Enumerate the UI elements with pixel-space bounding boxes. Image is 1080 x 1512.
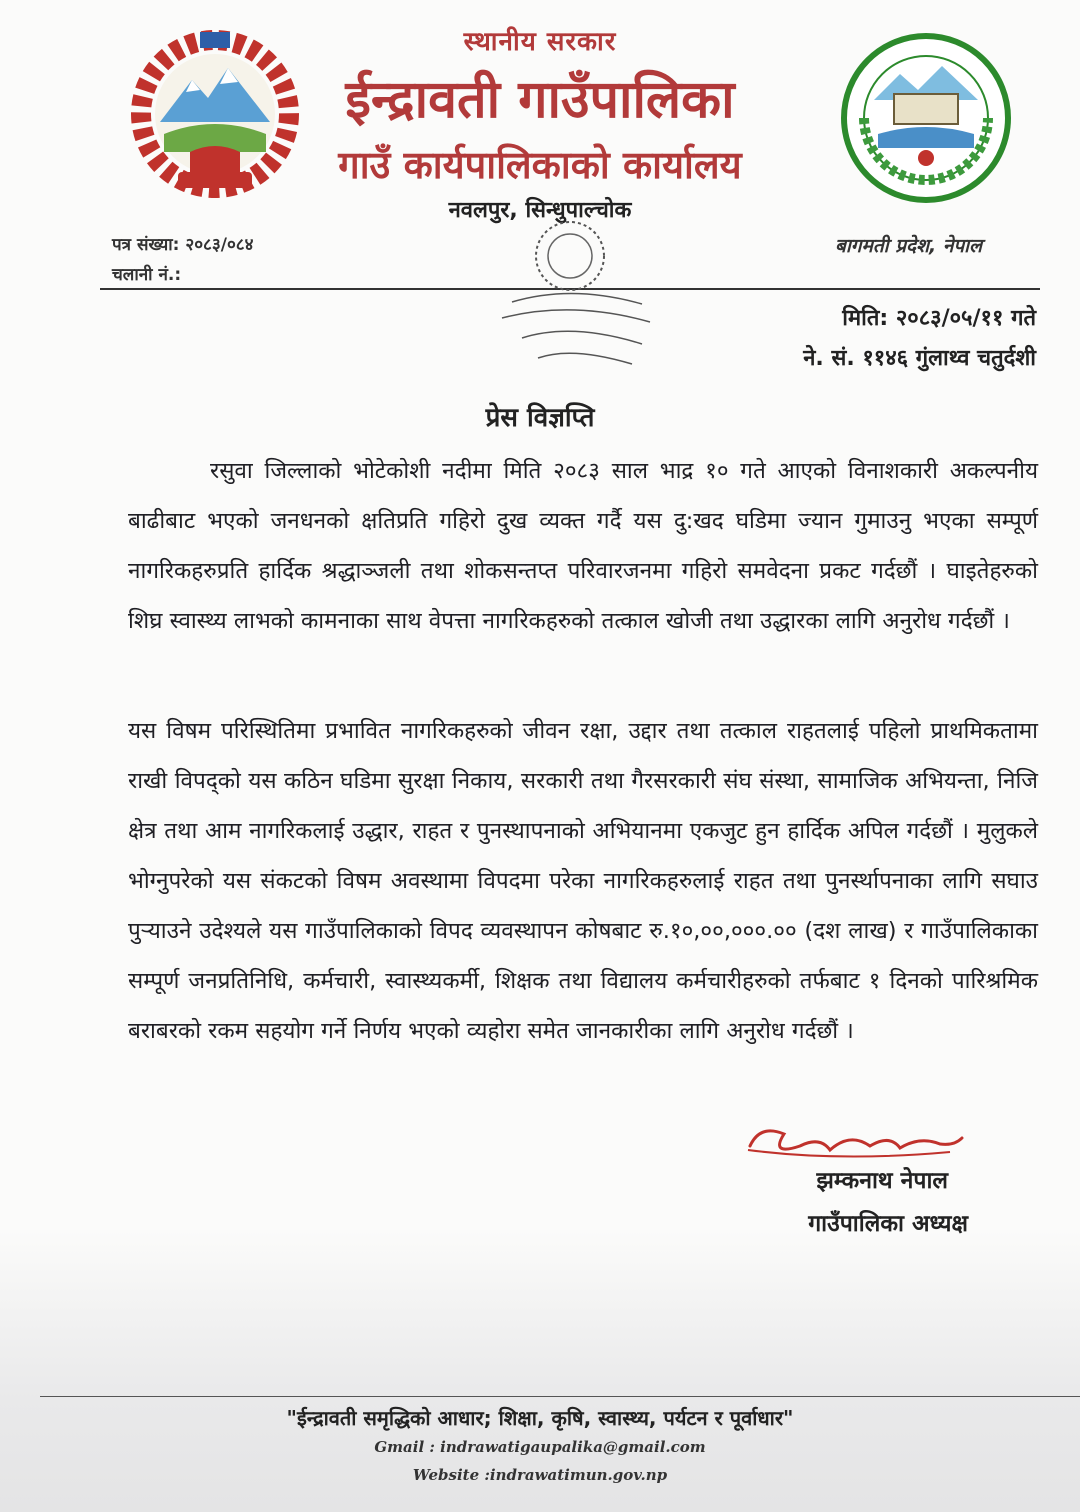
footer-website: Website :indrawatimun.gov.np bbox=[412, 1466, 668, 1484]
province-label: बागमती प्रदेश, नेपाल bbox=[835, 235, 982, 257]
office-seal-stamp-icon bbox=[492, 214, 662, 390]
paragraph-condolence bbox=[128, 446, 1038, 646]
paragraph-condolence-text: रसुवा जिल्लाको भोटेकोशी नदीमा मिति २०८३ साल भाद्र १० गते आएको विनाशकारी अकल्पनीय बाढीबाट भएको जनधनको क्षतिप्रति गहिरो दुख व्यक्त गर्दै यस दु:खद घडिमा ज्यान गुमाउनु भएका सम्पूर्ण नागरिकहरुप्रति हार्दिक श्रद्धाञ्जली तथा शोकसन्तप्त परिवारजनमा गहिरो समवेदना प्रकट गर्दछौं । घाइतेहरुको शिघ्र स्वास्थ्य लाभको कामनाका साथ वेपत्ता नागरिकहरुको तत्काल खोजी तथा उद्धारका लागि अनुरोध गर्दछौं । bbox=[128, 458, 1038, 634]
signature-icon bbox=[740, 1116, 970, 1166]
letter-number: पत्र संख्या: २०८३/०८४ bbox=[112, 235, 254, 255]
signatory-name: झम्कनाथ नेपाल bbox=[816, 1168, 948, 1194]
footer-slogan: "ईन्द्रावती समृद्धिको आधार; शिक्षा, कृषि, स्वास्थ्य, पर्यटन र पूर्वाधार" bbox=[286, 1406, 794, 1430]
date-bs: मिति: २०८३/०५/११ गते bbox=[842, 306, 1036, 331]
footer-divider bbox=[40, 1396, 1080, 1397]
header-office-name: गाउँ कार्यपालिकाको कार्यालय bbox=[338, 143, 742, 187]
header-municipality-name: ईन्द्रावती गाउँपालिका bbox=[345, 70, 735, 130]
signatory-title: गाउँपालिका अध्यक्ष bbox=[808, 1211, 968, 1237]
dispatch-number: चलानी नं.: bbox=[112, 265, 182, 285]
header-local-government: स्थानीय सरकार bbox=[463, 27, 617, 57]
footer-gmail: Gmail : indrawatigaupalika@gmail.com bbox=[374, 1438, 706, 1456]
paragraph-appeal-text: यस विषम परिस्थितिमा प्रभावित नागरिकहरुको जीवन रक्षा, उद्दार तथा तत्काल राहतलाई पहिलो प्राथमिकतामा राखी विपद्को यस कठिन घडिमा सुरक्षा निकाय, सरकारी तथा गैरसरकारी संघ संस्था, सामाजिक अभियन्ता, निजि क्षेत्र तथा आम नागरिकलाई उद्धार, राहत र पुनस्थापनाको अभियानमा एकजुट हुन हार्दिक अपिल गर्दछौं । मुलुकले भोग्नुपरेको यस संकटको विषम अवस्थामा विपदमा परेका नागरिकहरुलाई राहत तथा पुनर्स्थापनाका लागि सघाउ पुऱ्याउने उदेश्यले यस गाउँपालिकाको विपद व्यवस्थापन कोषबाट रु.१०,००,०००.०० (दश लाख) र गाउँपालिकाका सम्पूर्ण जनप्रतिनिधि, कर्मचारी, स्वास्थ्यकर्मी, शिक्षक तथा विद्यालय कर्मचारीहरुको तर्फबाट १ दिनको पारिश्रमिक बराबरको रकम सहयोग गर्ने निर्णय भएको व्यहोरा समेत जानकारीका लागि अनुरोध गर्दछौं । bbox=[128, 718, 1038, 1044]
press-release-title: प्रेस विज्ञप्ति bbox=[485, 403, 595, 433]
header-address: नवलपुर, सिन्धुपाल्चोक bbox=[448, 198, 632, 223]
paragraph-appeal bbox=[128, 706, 1038, 1056]
date-nepal-sambat: ने. सं. ११४६ गुंलाथ्व चतुर्दशी bbox=[803, 346, 1036, 371]
